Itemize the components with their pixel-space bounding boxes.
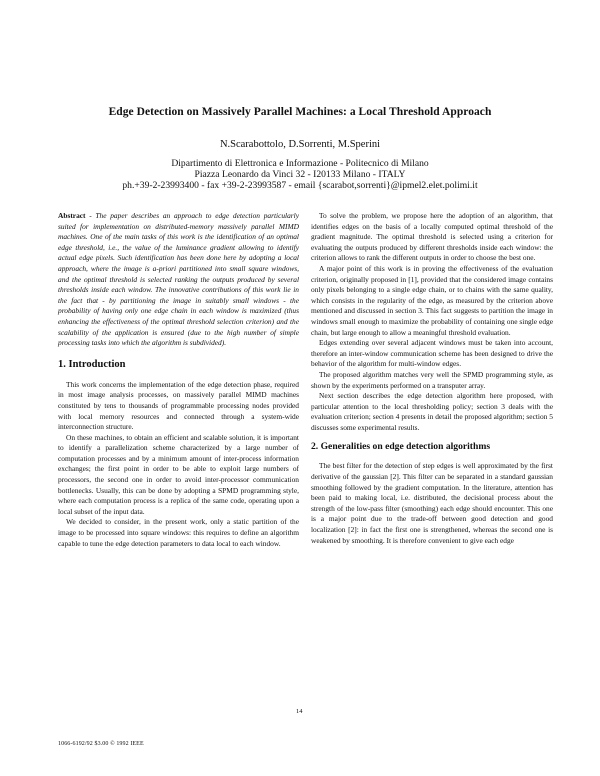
- section-2-paragraph: The best filter for the detection of step edges is well approximated by the first derivative of the gaussian [2]. This filter can be separated in a standard gaussian smoothing followed by the gradient computation. In the literature, attention has been paid to making local, i.e. distributed, the decisional process about the strength of the low-pass filter (smoothing) each edge should encounter. This one is a major point due to the trade-off between good detection and good localization [2]: in fact the first one is strengthened, whereas the second one is weakened by smoothing. It is therefore convenient to give each edge: [311, 461, 553, 545]
- left-column: [58, 211, 299, 549]
- body-paragraph: The proposed algorithm matches very well the SPMD programming style, as shown by the experiments performed on a transputer array.: [311, 369, 553, 390]
- paper-authors: N.Scarabottolo, D.Sorrenti, M.Sperini: [219, 139, 381, 150]
- author-affiliation: [60, 158, 540, 192]
- body-paragraph: To solve the problem, we propose here the adoption of an algorithm, that identifies edges on the basis of a locally computed optimal threshold of the gradient magnitude. The optimal threshold is selected using a criterion for evaluating the outputs produced by different thresholds inside each window: the criterion allows to rank the different outputs in order to choose the best one.: [311, 211, 553, 263]
- abstract-label: Abstract: [58, 211, 86, 220]
- page-number: 14: [296, 708, 303, 715]
- affiliation-contact: ph.+39-2-23993400 - fax +39-2-23993587 - email {scarabot,sorrenti}@ipmel2.elet.polimi.it: [122, 180, 478, 192]
- section-1-heading: 1. Introduction: [58, 358, 126, 370]
- paper-title: Edge Detection on Massively Parallel Machines: a Local Threshold Approach: [108, 106, 492, 118]
- abstract: [58, 211, 299, 349]
- body-paragraph: A major point of this work is in proving the effectiveness of the evaluation criterion, originally proposed in [1], provided that the considered image contains only pixels belonging to a single edge chain, or to chains with the same quality, which consists in the regularity of the edge, as measured by the criterion above mentioned and discussed in section 3. This fact suggests to partition the image in windows small enough to maximize the probability of containing one single edge chain, but large enough to allow a meaningful threshold evaluation.: [311, 263, 553, 337]
- affiliation-address: Piazza Leonardo da Vinci 32 - I20133 Milano - ITALY: [194, 169, 406, 181]
- intro-paragraph: This work concerns the implementation of the edge detection phase, required in most image analysis processes, on massively parallel MIMD machines constituted by tens to thousands of programmable processing nodes provided with local memory resources and connected through a system-wide interconnection structure.: [58, 379, 299, 432]
- intro-paragraph: We decided to consider, in the present work, only a static partition of the image to be processed into square windows: this requires to define an algorithm capable to tune the edge detection parameters to data local to each window.: [58, 517, 299, 548]
- section-2-heading: 2. Generalities on edge detection algorithms: [311, 441, 491, 453]
- body-paragraph: Next section describes the edge detection algorithm here proposed, with particular attention to the local thresholding policy; section 3 deals with the evaluation criterion; section 4 presents in detail the proposed algorithm; section 5 discusses some experimental results.: [311, 391, 553, 432]
- footer-copyright-code: 1066-6192/92 $3.00 © 1992 IEEE: [58, 741, 144, 747]
- affiliation-department: Dipartimento di Elettronica e Informazione - Politecnico di Milano: [171, 158, 429, 169]
- right-column: [311, 211, 553, 546]
- abstract-text: - The paper describes an approach to edge detection particularly suited for implementation on distributed-memory massively parallel MIMD machines. One of the main tasks of this work is the identification of an optimal edge threshold, i.e., the value of the luminance gradient allowing to identify actual edge pixels. Such identification has been done here by adopting a local approach, where the image is a-priori partitioned into small square windows, and the optimal threshold is selected ranking the outputs produced by several thresholds inside each window. The innovative contributions of this work lie in the fact that - by partitioning the image in suitably small windows - the probability of having only one edge chain in each window is maximized (thus enhancing the effectiveness of the optimal threshold selection criterion) and the scalability of the application is ensured (due to the high number of simple processing tasks into which the algorithm is subdivided).: [58, 211, 299, 348]
- body-paragraph: Edges extending over several adjacent windows must be taken into account, therefore an inter-window communication scheme has been designed to drive the behavior of the algorithm for multi-window edges.: [311, 338, 553, 369]
- intro-paragraph: On these machines, to obtain an efficient and scalable solution, it is important to identify a parallelization scheme characterized by a large number of computation processes and by a minimum amount of inter-process information exchanges; the first point in order to be able to exploit large numbers of processors, the second one in order to avoid inter-processor communication bottlenecks. Usually, this can be done by adopting a SPMD programming style, where each computation process is a replica of the same code, operating upon a local subset of the input data.: [58, 432, 299, 516]
